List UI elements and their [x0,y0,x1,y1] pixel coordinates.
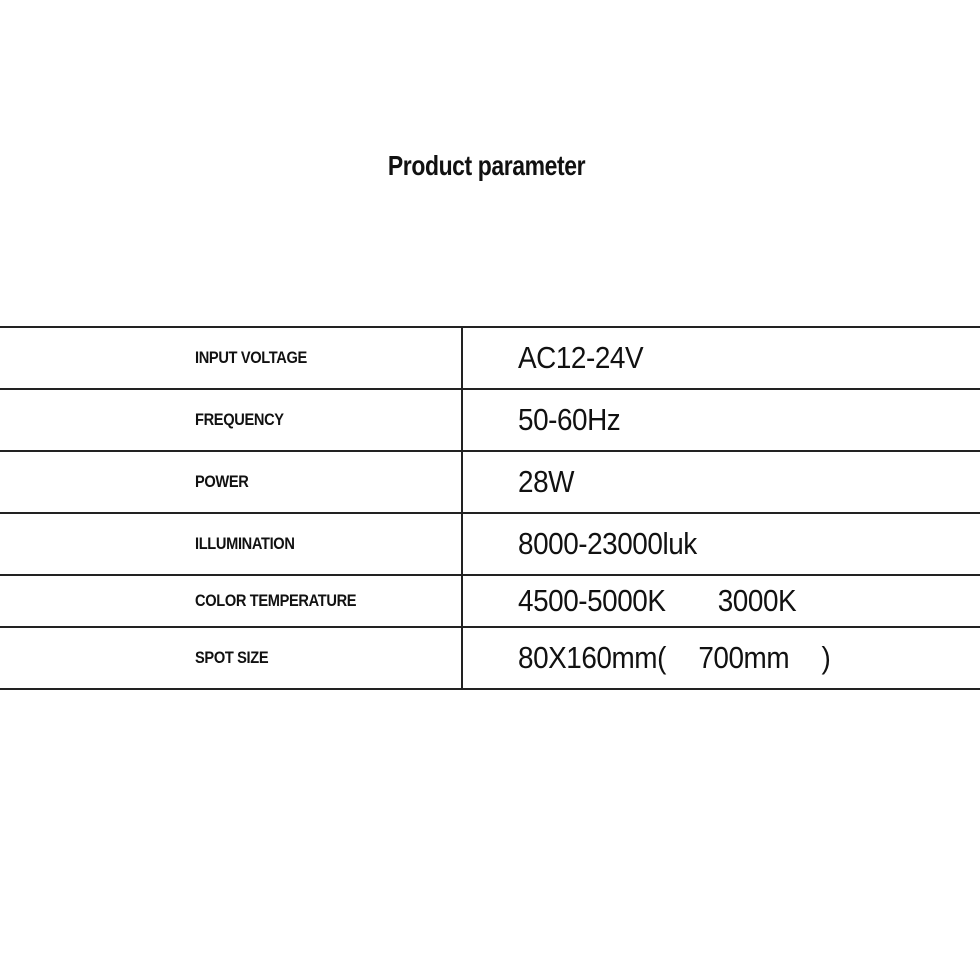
param-label-power: POWER [195,472,249,491]
param-label-cell [0,627,462,689]
param-label-cell [0,513,462,575]
param-value-cell [462,327,980,389]
table-row [0,327,980,389]
table-row [0,627,980,689]
param-value-cell [462,513,980,575]
param-label-illumination: ILLUMINATION [195,534,295,553]
param-value-frequency: 50-60Hz [518,402,621,437]
param-value-color-temperature [518,583,796,619]
param-label-cell [0,451,462,513]
spot-size-dimensions: 80X160mm( [518,640,666,675]
table-row [0,513,980,575]
param-value-cell [462,389,980,451]
param-value-input-voltage: AC12-24V [518,340,644,375]
param-label-cell [0,327,462,389]
param-value-spot-size [518,640,830,676]
param-value-illumination: 8000-23000luk [518,526,697,561]
param-label-frequency: FREQUENCY [195,410,284,429]
param-label-input-voltage: INPUT VOLTAGE [195,348,307,367]
color-temp-range: 4500-5000K [518,583,666,618]
table-row [0,575,980,627]
param-label-color-temperature: COLOR TEMPERATURE [195,591,357,610]
table-row [0,389,980,451]
page-title: Product parameter [387,150,586,181]
table-row [0,451,980,513]
param-value-cell [462,451,980,513]
param-value-cell [462,575,980,627]
spot-size-distance: 700mm [698,640,790,675]
param-label-cell [0,389,462,451]
param-label-spot-size: SPOT SIZE [195,648,269,667]
parameter-table [0,326,980,690]
color-temp-warm: 3000K [717,583,797,618]
param-value-power: 28W [518,464,575,499]
param-value-cell [462,627,980,689]
param-label-cell [0,575,462,627]
spot-size-close-paren: ) [821,640,831,675]
